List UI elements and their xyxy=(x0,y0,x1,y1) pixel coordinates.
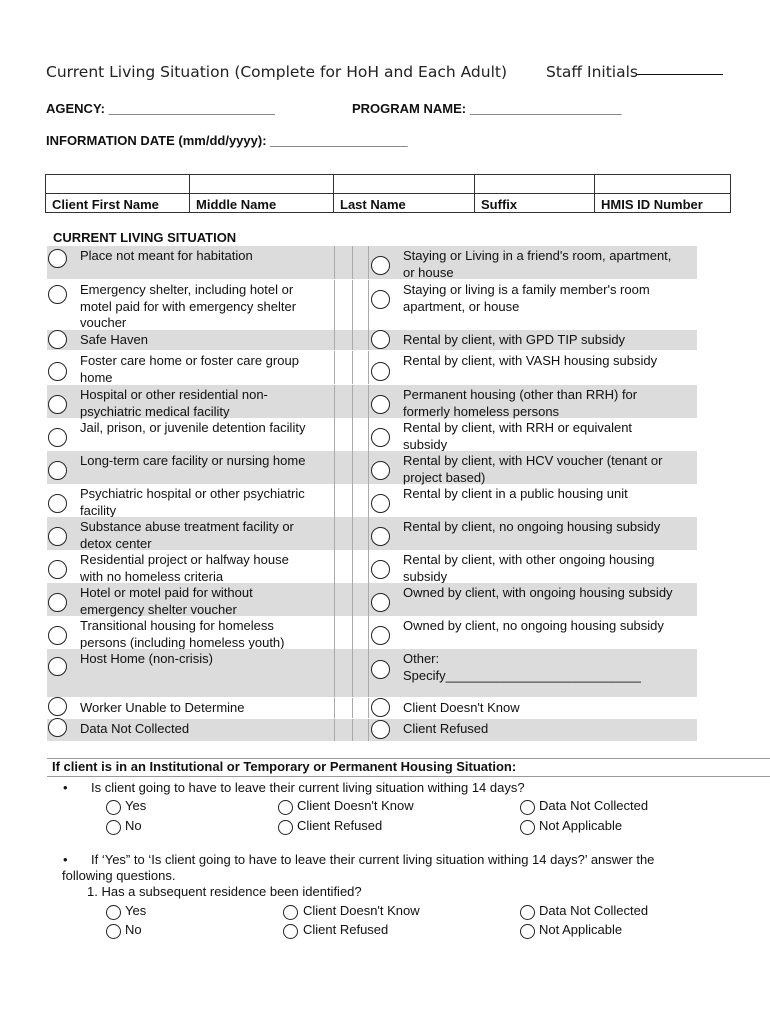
option-radio-right[interactable] xyxy=(371,290,390,309)
option-radio-left[interactable] xyxy=(48,428,67,447)
option-radio-right[interactable] xyxy=(371,660,390,679)
option-radio-right[interactable] xyxy=(371,698,390,717)
option-label-right: Rental by client, with GPD TIP subsidy xyxy=(403,332,626,347)
question-leave-14-days: Is client going to have to leave their current living situation withing 14 days? xyxy=(91,780,525,795)
option-label-left: Host Home (non-crisis) xyxy=(80,651,213,666)
option-cell xyxy=(334,418,353,451)
option-radio-right[interactable] xyxy=(371,362,390,381)
option-label-left: Transitional housing for homeless persons (including homeless youth) xyxy=(80,618,285,650)
option-cell xyxy=(334,550,353,583)
option-cell xyxy=(352,246,369,279)
middle-name-input[interactable] xyxy=(190,175,334,194)
option-radio-right[interactable] xyxy=(371,330,390,349)
option-label-left: Hospital or other residential non- psychiatric medical facility xyxy=(80,387,268,419)
section-title: CURRENT LIVING SITUATION xyxy=(53,230,237,245)
option-label-right: Rental by client, with RRH or equivalent subsidy xyxy=(403,420,633,452)
option-cell xyxy=(334,583,353,616)
information-date-field[interactable]: INFORMATION DATE (mm/dd/yyyy): ___________________ xyxy=(46,133,408,148)
option-radio-left[interactable] xyxy=(48,494,67,513)
option-cell xyxy=(334,330,353,350)
option-radio-left[interactable] xyxy=(48,718,67,737)
option-cell xyxy=(334,616,353,649)
option-cell xyxy=(352,550,369,583)
last-name-input[interactable] xyxy=(334,175,475,194)
question-subsequent-residence: 1. Has a subsequent residence been identified? xyxy=(87,884,362,899)
option-label-right: Other: Specify___________________________ xyxy=(403,651,641,683)
option-label-right: Staying or Living in a friend's room, apartment, or house xyxy=(403,248,672,280)
option-radio-right[interactable] xyxy=(371,428,390,447)
option-radio-left[interactable] xyxy=(48,626,67,645)
option-cell xyxy=(352,351,369,384)
answer-radio[interactable] xyxy=(520,800,535,815)
column-header: HMIS ID Number xyxy=(595,194,731,213)
follow-up-heading: If client is in an Institutional or Temporary or Permanent Housing Situation: xyxy=(52,759,517,774)
form-title: Current Living Situation (Complete for HoH and Each Adult) xyxy=(46,63,508,81)
option-label-left: Residential project or halfway house with no homeless criteria xyxy=(80,552,289,584)
option-cell xyxy=(352,330,369,350)
option-cell xyxy=(334,719,353,741)
option-radio-left[interactable] xyxy=(48,362,67,381)
staff-initials-text: Staff Initials xyxy=(546,63,638,81)
column-header: Last Name xyxy=(334,194,475,213)
option-cell xyxy=(334,649,353,697)
option-label-left: Hotel or motel paid for without emergency shelter voucher xyxy=(80,585,253,617)
agency-field[interactable]: AGENCY: _______________________ xyxy=(46,101,275,116)
option-radio-right[interactable] xyxy=(371,593,390,612)
option-radio-left[interactable] xyxy=(48,593,67,612)
option-radio-left[interactable] xyxy=(48,697,67,716)
program-name-field[interactable]: PROGRAM NAME: _____________________ xyxy=(352,101,622,116)
option-label-left: Psychiatric hospital or other psychiatric facility xyxy=(80,486,305,518)
option-radio-right[interactable] xyxy=(371,395,390,414)
answer-label: Yes xyxy=(125,798,147,813)
option-radio-right[interactable] xyxy=(371,494,390,513)
option-cell xyxy=(352,649,369,697)
option-label-left: Emergency shelter, including hotel or motel paid for with emergency shelter voucher xyxy=(80,282,297,330)
option-cell xyxy=(352,616,369,649)
answer-radio[interactable] xyxy=(106,905,121,920)
question-2-intro-line2: following questions. xyxy=(62,868,176,883)
client-name-table xyxy=(45,174,731,213)
answer-radio[interactable] xyxy=(283,905,298,920)
option-label-right: Owned by client, no ongoing housing subsidy xyxy=(403,618,664,633)
option-label-right: Rental by client in a public housing unit xyxy=(403,486,628,501)
answer-radio[interactable] xyxy=(520,905,535,920)
option-cell xyxy=(352,451,369,484)
option-cell xyxy=(334,517,353,550)
option-radio-left[interactable] xyxy=(48,657,67,676)
option-label-left: Foster care home or foster care group home xyxy=(80,353,299,385)
option-label-right: Client Doesn't Know xyxy=(403,700,520,715)
answer-label: Not Applicable xyxy=(539,922,623,937)
option-label-left: Substance abuse treatment facility or detox center xyxy=(80,519,294,551)
option-label-right: Staying or living is a family member's room apartment, or house xyxy=(403,282,650,314)
option-cell xyxy=(352,418,369,451)
answer-radio[interactable] xyxy=(283,924,298,939)
option-cell xyxy=(334,451,353,484)
answer-label: Data Not Collected xyxy=(539,798,649,813)
option-label-left: Worker Unable to Determine xyxy=(80,700,245,715)
option-label-left: Place not meant for habitation xyxy=(80,248,253,263)
answer-radio[interactable] xyxy=(520,924,535,939)
column-header: Middle Name xyxy=(190,194,334,213)
option-radio-right[interactable] xyxy=(371,626,390,645)
option-radio-left[interactable] xyxy=(48,330,67,349)
bullet-q2: • xyxy=(63,852,68,867)
option-label-left: Data Not Collected xyxy=(80,721,190,736)
answer-radio[interactable] xyxy=(106,800,121,815)
option-label-right: Rental by client, with HCV voucher (tenant or project based) xyxy=(403,453,663,485)
bullet-q1: • xyxy=(63,780,68,795)
first-name-input[interactable] xyxy=(46,175,190,194)
option-label-right: Client Refused xyxy=(403,721,489,736)
option-label-left: Jail, prison, or juvenile detention facility xyxy=(80,420,306,435)
staff-initials-field[interactable] xyxy=(637,74,723,75)
option-radio-left[interactable] xyxy=(48,249,67,268)
column-header: Client First Name xyxy=(46,194,190,213)
answer-radio[interactable] xyxy=(106,924,121,939)
option-radio-left[interactable] xyxy=(48,395,67,414)
option-radio-right[interactable] xyxy=(371,560,390,579)
option-cell xyxy=(334,246,353,279)
answer-radio[interactable] xyxy=(520,820,535,835)
answer-label: Client Refused xyxy=(303,922,389,937)
answer-label: Yes xyxy=(125,903,147,918)
answer-label: Client Refused xyxy=(297,818,383,833)
staff-initials-label xyxy=(546,63,638,81)
option-cell xyxy=(334,484,353,517)
option-radio-left[interactable] xyxy=(48,527,67,546)
option-radio-left[interactable] xyxy=(48,461,67,480)
suffix-input[interactable] xyxy=(475,175,595,194)
option-label-left: Safe Haven xyxy=(80,332,148,347)
option-label-left: Long-term care facility or nursing home xyxy=(80,453,306,468)
option-cell xyxy=(352,484,369,517)
question-2-intro-line1: If ‘Yes” to ‘Is client going to have to leave their current living situation withing 14 days?’ answer the xyxy=(91,852,655,867)
answer-label: Client Doesn't Know xyxy=(297,798,414,813)
answer-label: Client Doesn't Know xyxy=(303,903,420,918)
option-radio-left[interactable] xyxy=(48,285,67,304)
option-radio-left[interactable] xyxy=(48,560,67,579)
answer-label: No xyxy=(125,818,142,833)
answer-label: Data Not Collected xyxy=(539,903,649,918)
column-header: Suffix xyxy=(475,194,595,213)
option-label-right: Rental by client, no ongoing housing subsidy xyxy=(403,519,661,534)
option-cell xyxy=(352,385,369,418)
option-cell xyxy=(352,583,369,616)
option-cell xyxy=(352,719,369,741)
option-label-right: Owned by client, with ongoing housing subsidy xyxy=(403,585,673,600)
option-cell xyxy=(334,698,353,718)
option-radio-right[interactable] xyxy=(371,461,390,480)
answer-radio[interactable] xyxy=(278,820,293,835)
option-radio-right[interactable] xyxy=(371,256,390,275)
hmis-id-input[interactable] xyxy=(595,175,731,194)
answer-radio[interactable] xyxy=(106,820,121,835)
option-cell xyxy=(334,280,353,330)
option-label-right: Rental by client, with other ongoing housing subsidy xyxy=(403,552,655,584)
answer-label: No xyxy=(125,922,142,937)
option-radio-right[interactable] xyxy=(371,720,390,739)
option-cell xyxy=(334,351,353,384)
option-label-right: Permanent housing (other than RRH) for formerly homeless persons xyxy=(403,387,638,419)
option-cell xyxy=(352,280,369,330)
option-radio-right[interactable] xyxy=(371,527,390,546)
option-cell xyxy=(334,385,353,418)
option-label-right: Rental by client, with VASH housing subsidy xyxy=(403,353,658,368)
option-cell xyxy=(352,517,369,550)
option-cell xyxy=(352,698,369,718)
answer-radio[interactable] xyxy=(278,800,293,815)
answer-label: Not Applicable xyxy=(539,818,623,833)
